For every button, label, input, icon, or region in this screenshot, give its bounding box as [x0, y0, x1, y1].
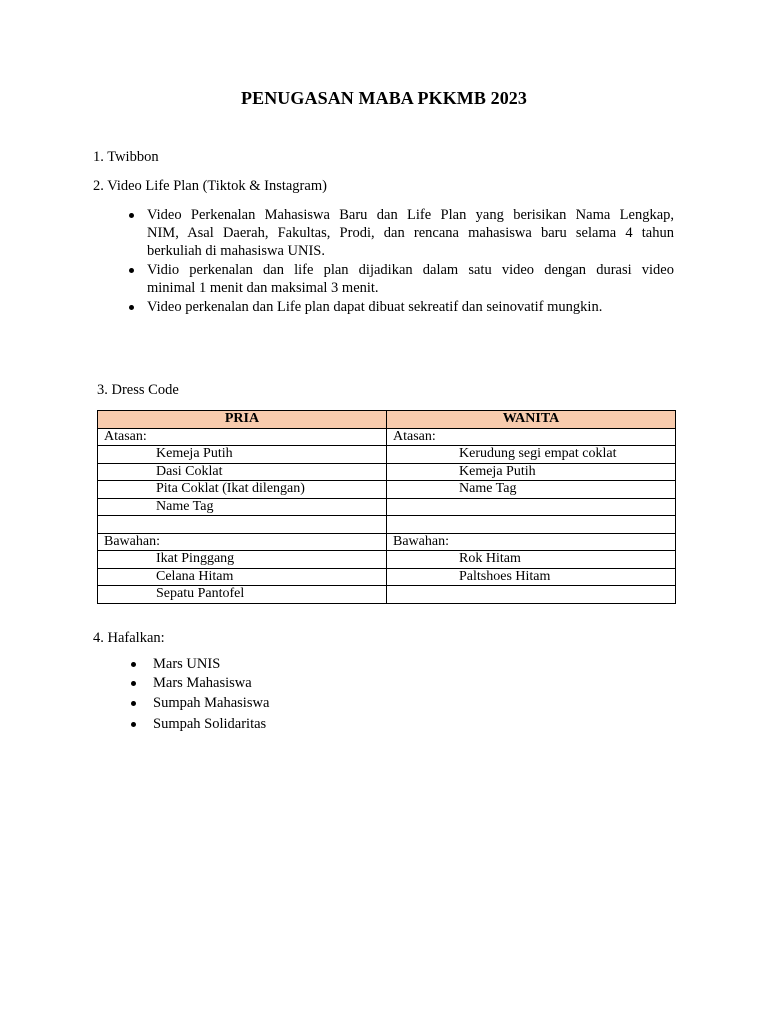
hafalkan-item: [131, 655, 220, 673]
dress-code-row: [98, 533, 676, 551]
section-video-heading: 2. Video Life Plan (Tiktok & Instagram): [93, 178, 327, 194]
cell-pria: Kemeja Putih: [98, 446, 387, 464]
cell-wanita: Kemeja Putih: [387, 463, 676, 481]
cell-wanita: Kerudung segi empat coklat: [387, 446, 676, 464]
hafalkan-item-label: Sumpah Solidaritas: [153, 716, 267, 732]
cell-wanita: Name Tag: [387, 481, 676, 499]
dress-code-row: [98, 446, 676, 464]
bullet-icon: [129, 213, 134, 218]
video-bullet-line: Video Perkenalan Mahasiswa Baru dan Life Plan yang berisikan Nama Lengkap,: [147, 207, 674, 223]
cell-pria: Atasan:: [98, 428, 387, 446]
cell-wanita: [387, 586, 676, 604]
bullet-icon: [131, 681, 136, 686]
header-pria: PRIA: [98, 411, 387, 429]
hafalkan-item: [131, 694, 269, 712]
cell-pria: Dasi Coklat: [98, 463, 387, 481]
dress-code-row: [98, 428, 676, 446]
section-hafalkan-heading: 4. Hafalkan:: [93, 630, 165, 646]
section-dress-code-heading: 3. Dress Code: [97, 382, 179, 398]
cell-pria: Bawahan:: [98, 533, 387, 551]
cell-wanita: Paltshoes Hitam: [387, 568, 676, 586]
cell-wanita: [387, 516, 676, 534]
cell-pria: Ikat Pinggang: [98, 551, 387, 569]
cell-wanita: Rok Hitam: [387, 551, 676, 569]
cell-pria: Pita Coklat (Ikat dilengan): [98, 481, 387, 499]
page-title: PENUGASAN MABA PKKMB 2023: [241, 88, 527, 108]
video-bullet-line: berkuliah di mahasiswa UNIS.: [147, 243, 325, 259]
hafalkan-item-label: Sumpah Mahasiswa: [153, 695, 270, 711]
cell-pria: Name Tag: [98, 498, 387, 516]
dress-code-row: [98, 516, 676, 534]
dress-code-row: [98, 568, 676, 586]
hafalkan-item: [131, 715, 266, 733]
dress-code-header-row: [98, 411, 676, 429]
dress-code-row: [98, 463, 676, 481]
dress-code-row: [98, 498, 676, 516]
bullet-icon: [131, 701, 136, 706]
dress-code-table: [97, 410, 676, 604]
bullet-icon: [131, 722, 136, 727]
video-bullet-line: Video perkenalan dan Life plan dapat dibuat sekreatif dan seinovatif mungkin.: [147, 299, 603, 315]
header-wanita: WANITA: [387, 411, 676, 429]
cell-pria: [98, 516, 387, 534]
bullet-icon: [129, 305, 134, 310]
hafalkan-item: [131, 674, 252, 692]
hafalkan-item-label: Mars UNIS: [153, 656, 221, 672]
section-twibbon-heading: 1. Twibbon: [93, 149, 159, 165]
video-bullet-line: NIM, Asal Daerah, Fakultas, Prodi, dan rencana mahasiswa baru selama 4 tahun: [147, 225, 674, 241]
hafalkan-item-label: Mars Mahasiswa: [153, 675, 252, 691]
dress-code-row: [98, 551, 676, 569]
cell-pria: Celana Hitam: [98, 568, 387, 586]
cell-wanita: [387, 498, 676, 516]
video-bullet-line: minimal 1 menit dan maksimal 3 menit.: [147, 280, 379, 296]
bullet-icon: [131, 662, 136, 667]
dress-code-row: [98, 586, 676, 604]
video-bullet-line: Vidio perkenalan dan life plan dijadikan dalam satu video dengan durasi video: [147, 262, 674, 278]
cell-wanita: Atasan:: [387, 428, 676, 446]
bullet-icon: [129, 268, 134, 273]
cell-wanita: Bawahan:: [387, 533, 676, 551]
dress-code-row: [98, 481, 676, 499]
cell-pria: Sepatu Pantofel: [98, 586, 387, 604]
